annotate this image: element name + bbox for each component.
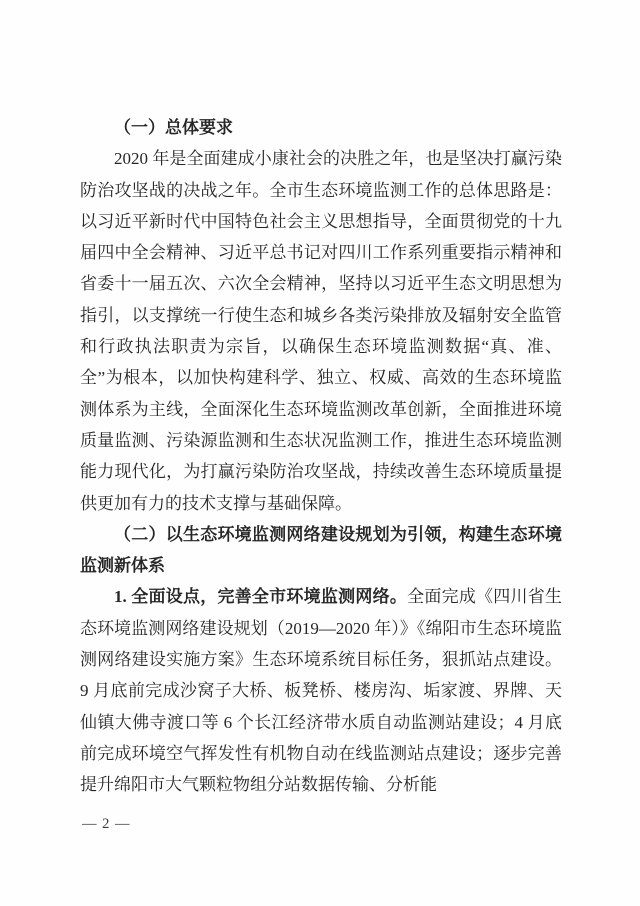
- section-2-item-1-body: 全面完成《四川省生态环境监测网络建设规划（2019—2020 年）》《绵阳市生态环境监测网络建设实施方案》生态环境系统目标任务，狠抓站点建设。9 月底前完成沙窝子大桥、板凳桥、楼房沟、垢家渡、界牌、天仙镇大佛寺渡口等 6 个长江经济带水质自动监测站建设；4 月底前完成环境空气挥发性有机物自动在线监测站点建设；逐步完善提升绵阳市大气颗粒物组分站数据传输、分析能: [80, 587, 563, 795]
- section-1-paragraph: 2020 年是全面建成小康社会的决胜之年，也是坚决打赢污染防治攻坚战的决战之年。全市生态环境监测工作的总体思路是：以习近平新时代中国特色社会主义思想指导，全面贯彻党的十九届四中全会精神、习近平总书记对四川工作系列重要指示精神和省委十一届五次、六次全会精神，坚持以习近平生态文明思想为指引，以支撑统一行使生态和城乡各类污染排放及辐射安全监管和行政执法职责为宗旨，以确保生态环境监测数据“真、准、全”为根本，以加快构建科学、独立、权威、高效的生态环境监测体系为主线，全面深化生态环境监测改革创新，全面推进环境质量监测、污染源监测和生态状况监测工作，推进生态环境监测能力现代化，为打赢污染防治攻坚战，持续改善生态环境质量提供更加有力的技术支撑与基础保障。: [80, 149, 562, 513]
- section-1-heading: （一）总体要求: [114, 118, 233, 137]
- section-2-item-1-lead: 1. 全面设点，完善全市环境监测网络。: [114, 587, 408, 607]
- document-body: [80, 112, 562, 801]
- page-number: — 2 —: [82, 816, 131, 832]
- section-2-heading: （二）以生态环境监测网络建设规划为引领，构建生态环境监测新体系: [80, 524, 562, 576]
- section-2-item-1: [80, 581, 562, 800]
